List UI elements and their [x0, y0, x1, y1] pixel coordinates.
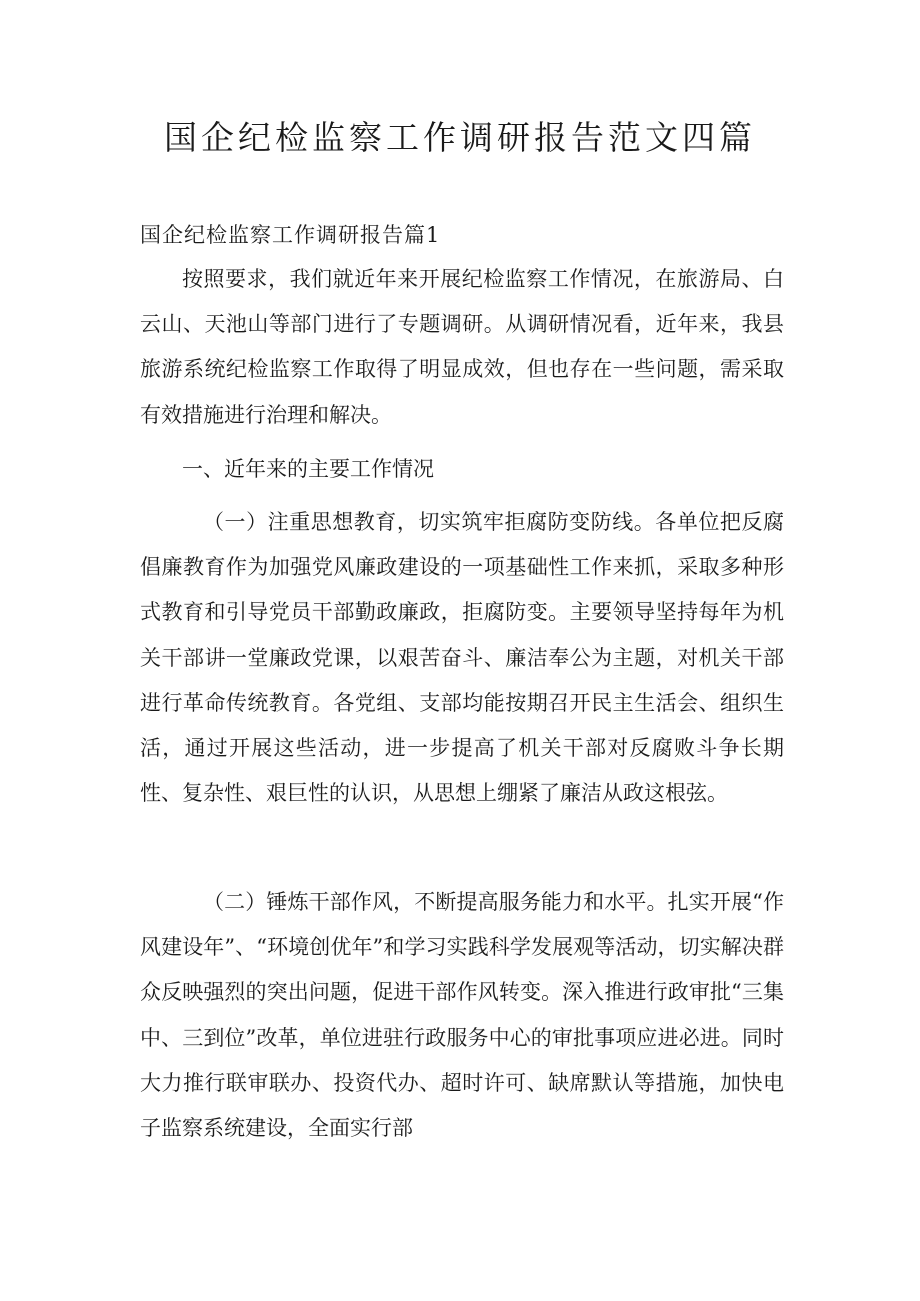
- document-title: 国企纪检监察工作调研报告范文四篇: [164, 118, 756, 157]
- paragraph-intro: 按照要求，我们就近年来开展纪检监察工作情况，在旅游局、白云山、天池山等部门进行了专题调研。从调研情况看，近年来，我县旅游系统纪检监察工作取得了明显成效，但也存在一些问题，需采取有效措施进行治理和解决。: [140, 267, 784, 427]
- section-heading: 国企纪检监察工作调研报告篇1: [140, 223, 441, 247]
- paragraph-ideological-education: （一）注重思想教育，切实筑牢拒腐防变防线。各单位把反腐倡廉教育作为加强党风廉政建设的一项基础性工作来抓，采取多种形式教育和引导党员干部勤政廉政，拒腐防变。主要领导坚持每年为机关干部讲一堂廉政党课，以艰苦奋斗、廉洁奉公为主题，对机关干部进行革命传统教育。各党组、支部均能按期召开民主生活会、组织生活，通过开展这些活动，进一步提高了机关干部对反腐败斗争长期性、复杂性、艰巨性的认识，从思想上绷紧了廉洁从政这根弦。: [140, 510, 784, 806]
- paragraph-heading-work-situation: 一、近年来的主要工作情况: [182, 457, 434, 481]
- paragraph-work-style: （二）锤炼干部作风，不断提高服务能力和水平。扎实开展“作风建设年”、“环境创优年”和学习实践科学发展观等活动，切实解决群众反映强烈的突出问题，促进干部作风转变。深入推进行政审批“三集中、三到位”改革，单位进驻行政服务中心的审批事项应进必进。同时大力推行联审联办、投资代办、超时许可、缺席默认等措施，加快电子监察系统建设，全面实行部: [140, 890, 784, 1141]
